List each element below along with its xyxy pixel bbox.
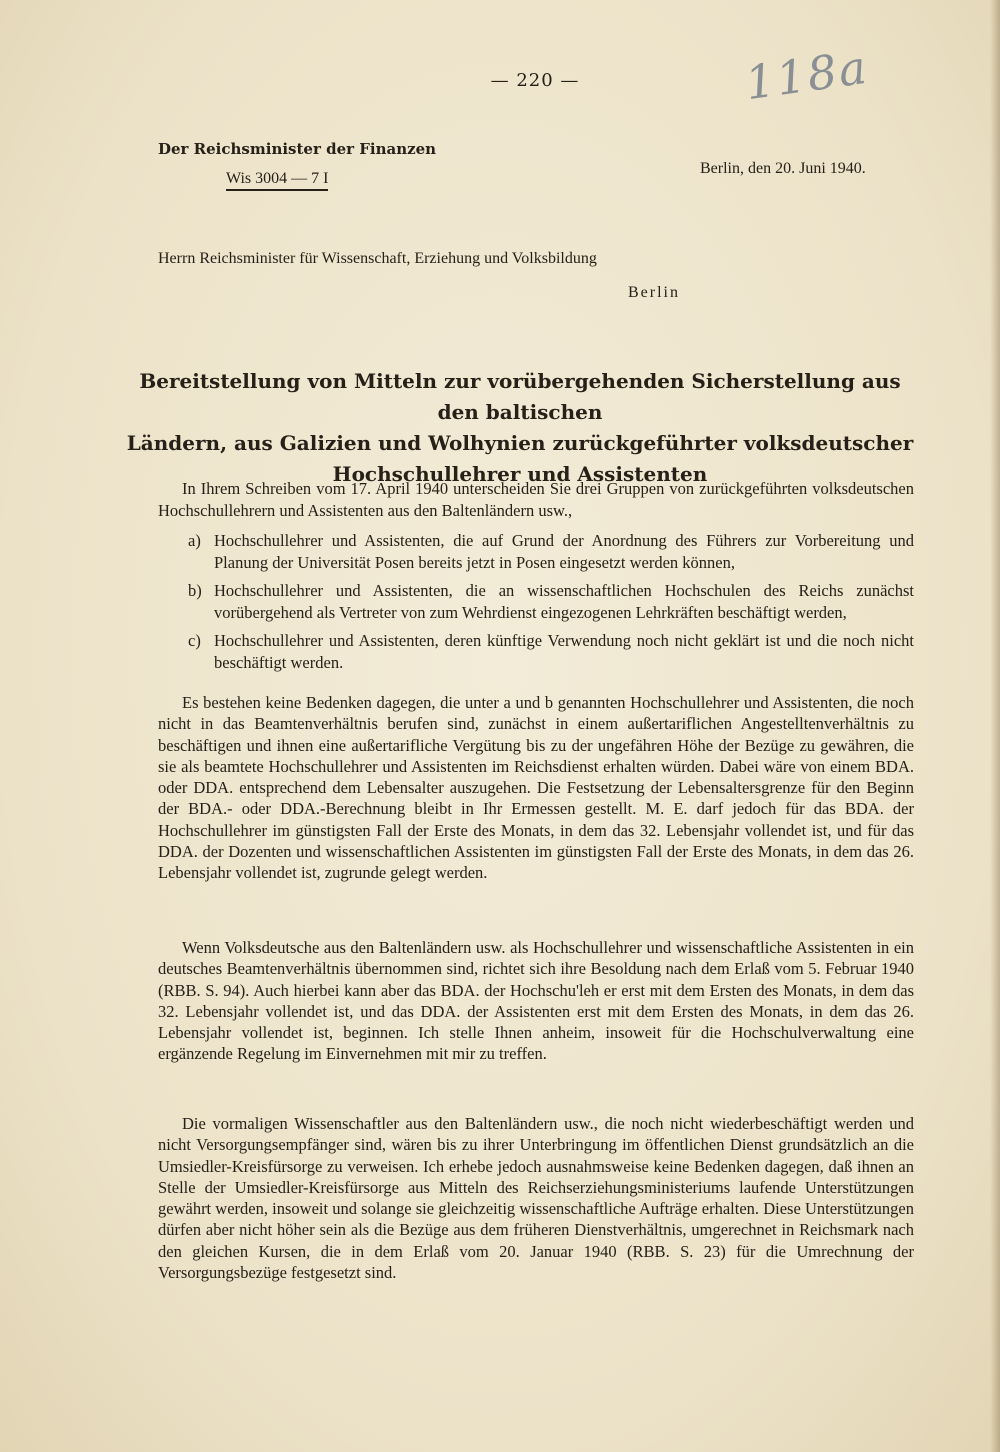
paragraph-text: Es bestehen keine Bedenken dagegen, die unter a und b genannten Hochschullehrer und Assistenten, die noch nicht in das Beamtenverhältnis berufen sind, zunächst in einem außertariflichen Angestelltenverhältnis zu beschäftigen und ihnen eine außertarifliche Vergütung bis zu der ungefähren Höhe der Bezüge zu gewähren, die sie als beamtete Hochschullehrer und Assistenten im Reichsdienst erhalten würden. Dabei wäre von einem BDA. oder DDA. entsprechend dem Lebensalter auszugehen. Die Festsetzung der Lebensaltersgrenze für den Beginn der BDA.- oder DDA.-Berechnung bleibt in Ihr Ermessen gestellt. M. E. darf jedoch für das BDA. der Hochschullehrer im günstigsten Fall der Erste des Monats, in dem das 32. Lebensjahr vollendet ist, und für das DDA. der Dozenten und wissenschaftlichen Assistenten im günstigsten Fall der Erste des Monats, in dem das 26. Lebensjahr vollendet ist, zugrunde gelegt werden. [158,693,914,883]
paragraph-text: Die vormaligen Wissenschaftler aus den Baltenländern usw., die noch nicht wiederbeschäftigt werden und nicht Versorgungsempfänger sind, wären bis zu ihrer Unterbringung im öffentlichen Dienst grundsätzlich an die Umsiedler-Kreisfürsorge zu verweisen. Ich erhebe jedoch ausnahmsweise keine Bedenken dagegen, daß ihnen an Stelle der Umsiedler-Kreisfürsorge aus Mitteln des Reichserziehungsministeriums laufende Unterstützungen gewährt werden, insoweit und solange sie gleichzeitig wissenschaftliche Aufträge erhalten. Diese Unterstützungen dürfen aber nicht höher sein als die Bezüge aus dem früheren Dienstverhältnis, umgerechnet in Reichsmark nach den gleichen Kursen, die in dem Erlaß vom 20. Januar 1940 (RBB. S. 23) für die Umrechnung der Versorgungsbezüge festgesetzt sind. [158,1114,914,1283]
sender-heading: Der Reichsminister der Finanzen [158,140,437,158]
body-paragraph [158,692,914,884]
group-list [188,530,914,680]
list-marker: b) [188,581,202,600]
body-paragraph [158,937,914,1065]
subject-line: Ländern, aus Galizien und Wolhynien zurückgeführter volksdeutscher [126,431,914,455]
list-marker: c) [188,631,201,650]
subject-line: Bereitstellung von Mitteln zur vorübergehenden Sicherstellung aus den baltischen [139,369,901,424]
subject-heading [120,366,920,490]
handwritten-folio-note: 118a [741,39,872,111]
list-item [188,530,914,574]
paragraph-text: Wenn Volksdeutsche aus den Baltenländern usw. als Hochschullehrer und wissenschaftliche Assistenten in ein deutsches Beamtenverhältnis übernommen sind, richtet sich ihre Besoldung nach dem Erlaß vom 5. Februar 1940 (RBB. S. 94). Auch hierbei kann aber das BDA. der Hochschu'leh er erst mit dem Ersten des Monats, in dem das 32. Lebensjahr vollendet ist, und das DDA. der Assistenten erst mit dem Ersten des Monats, in dem das 26. Lebensjahr vollendet ist, beginnen. Ich stelle Ihnen anheim, insoweit für die Hochschulverwaltung eine ergänzende Regelung im Einvernehmen mit mir zu treffen. [158,938,914,1064]
list-item-text: Hochschullehrer und Assistenten, die an wissenschaftlichen Hochschulen des Reichs zunächst vorübergehend als Vertreter von zum Wehrdienst eingezogenen Lehrkräften beschäftigt werden, [214,581,914,622]
body-paragraph [158,478,914,522]
list-item [188,630,914,674]
recipient-name: Herrn Reichsminister für Wissenschaft, Erziehung und Volksbildung [158,250,597,267]
list-item-text: Hochschullehrer und Assistenten, die auf Grund der Anordnung des Führers zur Vorbereitung und Planung der Universität Posen bereits jetzt in Posen eingesetzt werden können, [214,531,914,572]
paragraph-text: In Ihrem Schreiben vom 17. April 1940 unterscheiden Sie drei Gruppen von zurückgeführten volksdeutschen Hochschullehrern und Assistenten aus den Baltenländern usw., [158,479,914,520]
recipient-city: Berlin [628,284,680,301]
list-marker: a) [188,531,201,550]
subject-line: Hochschullehrer und Assistenten [332,462,708,486]
reference-number: Wis 3004 — 7 I [226,170,328,191]
body-paragraph [158,1113,914,1283]
page-number: — 220 — [490,70,580,91]
place-and-date: Berlin, den 20. Juni 1940. [700,160,866,177]
list-item-text: Hochschullehrer und Assistenten, deren künftige Verwendung noch nicht geklärt ist und die noch nicht beschäftigt werden. [214,631,914,672]
list-item [188,580,914,624]
